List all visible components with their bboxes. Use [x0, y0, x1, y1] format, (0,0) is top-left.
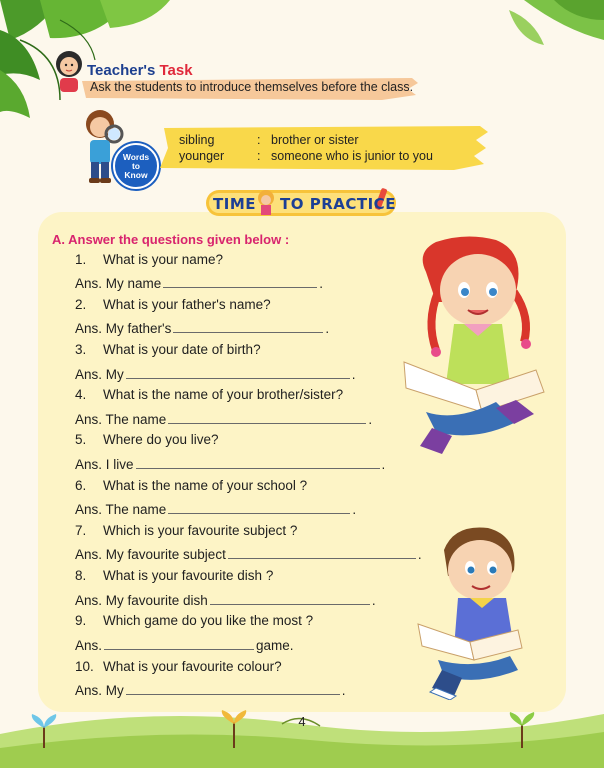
answer-blank[interactable] [136, 456, 380, 469]
answer-suffix: . [417, 547, 422, 562]
question-number: 7. [75, 523, 87, 538]
answer-suffix: . [371, 593, 376, 608]
question-text: What is your favourite dish ? [103, 568, 274, 583]
badge-line: Know [124, 169, 148, 180]
question-text: What is the name of your school ? [103, 478, 308, 493]
answer-prefix: Ans. My favourite dish [75, 593, 208, 608]
vocab-entry [179, 133, 359, 147]
vocab-entry [179, 149, 433, 163]
question-2 [75, 297, 271, 312]
girl-reading-illustration-icon [396, 232, 562, 456]
answer-blank[interactable] [168, 411, 366, 424]
banner-part2: TO PRACTICE [280, 195, 396, 213]
answer-prefix: Ans. My favourite subject [75, 547, 226, 562]
question-number: 5. [75, 432, 87, 447]
answer-7 [75, 546, 422, 562]
question-10 [75, 659, 282, 674]
answer-suffix: . [319, 276, 324, 291]
answer-blank[interactable] [228, 546, 416, 559]
answer-prefix: Ans. My father's [75, 321, 172, 336]
answer-suffix: . [352, 502, 357, 517]
question-9 [75, 613, 313, 628]
answer-blank[interactable] [126, 366, 350, 379]
question-number: 10. [75, 659, 94, 674]
answer-prefix: Ans. The name [75, 502, 167, 517]
answer-suffix: . [341, 683, 346, 698]
question-number: 8. [75, 568, 87, 583]
question-7 [75, 523, 297, 538]
question-text: Which is your favourite subject ? [103, 523, 298, 538]
answer-suffix: . [368, 412, 373, 427]
words-to-know-badge [113, 143, 159, 189]
answer-blank[interactable] [104, 637, 254, 650]
question-number: 9. [75, 613, 87, 628]
boy-reading-illustration-icon [414, 520, 532, 700]
question-text: Which game do you like the most ? [103, 613, 314, 628]
banner-part1: TIME [213, 195, 256, 213]
teacher-task-title-part1: Teacher's [87, 62, 156, 79]
page-number: 4 [298, 714, 306, 729]
answer-blank[interactable] [210, 592, 370, 605]
question-text: What is your father's name? [103, 297, 271, 312]
teacher-task-title-part2: Task [159, 62, 193, 79]
vocab-word: sibling [179, 133, 215, 147]
answer-blank[interactable] [173, 320, 323, 333]
leaves-decoration-icon [494, 0, 604, 60]
vocab-word: younger [179, 149, 225, 163]
vocab-meaning: someone who is junior to you [271, 149, 433, 163]
answer-prefix: Ans. My name [75, 276, 162, 291]
answer-10 [75, 682, 346, 698]
teacher-task-instruction: Ask the students to introduce themselves before the class. [90, 80, 414, 94]
answer-prefix: Ans. I live [75, 457, 134, 472]
answer-1 [75, 275, 323, 291]
question-6 [75, 478, 307, 493]
question-text: What is your name? [103, 252, 224, 267]
teacher-avatar-icon [54, 50, 84, 94]
answer-prefix: Ans. My [75, 683, 124, 698]
answer-8 [75, 592, 376, 608]
answer-blank[interactable] [168, 501, 350, 514]
question-5 [75, 432, 219, 447]
answer-suffix: . [351, 367, 356, 382]
answer-6 [75, 501, 356, 517]
question-8 [75, 568, 273, 583]
question-3 [75, 342, 261, 357]
question-number: 2. [75, 297, 87, 312]
answer-5 [75, 456, 385, 472]
answer-suffix: game. [256, 638, 294, 653]
question-1 [75, 252, 223, 267]
section-title: A. Answer the questions given below : [52, 232, 290, 247]
question-number: 1. [75, 252, 87, 267]
vocab-colon: : [257, 133, 261, 147]
question-text: What is your date of birth? [103, 342, 261, 357]
answer-2 [75, 320, 329, 336]
badge-line: Words [122, 151, 150, 162]
answer-prefix: Ans. The name [75, 412, 167, 427]
question-number: 3. [75, 342, 87, 357]
teacher-task-title [87, 62, 193, 79]
question-number: 4. [75, 387, 87, 402]
answer-prefix: Ans. [75, 638, 103, 653]
answer-prefix: Ans. My [75, 367, 124, 382]
answer-suffix: . [325, 321, 330, 336]
question-text: Where do you live? [103, 432, 219, 447]
answer-9 [75, 637, 294, 653]
question-text: What is the name of your brother/sister? [103, 387, 344, 402]
badge-line: to [131, 160, 140, 171]
question-4 [75, 387, 343, 402]
vocab-meaning: brother or sister [271, 133, 359, 147]
vocab-colon: : [257, 149, 261, 163]
question-text: What is your favourite colour? [103, 659, 282, 674]
answer-3 [75, 366, 356, 382]
answer-4 [75, 411, 372, 427]
answer-blank[interactable] [126, 682, 340, 695]
answer-blank[interactable] [163, 275, 317, 288]
answer-suffix: . [381, 457, 386, 472]
question-number: 6. [75, 478, 87, 493]
